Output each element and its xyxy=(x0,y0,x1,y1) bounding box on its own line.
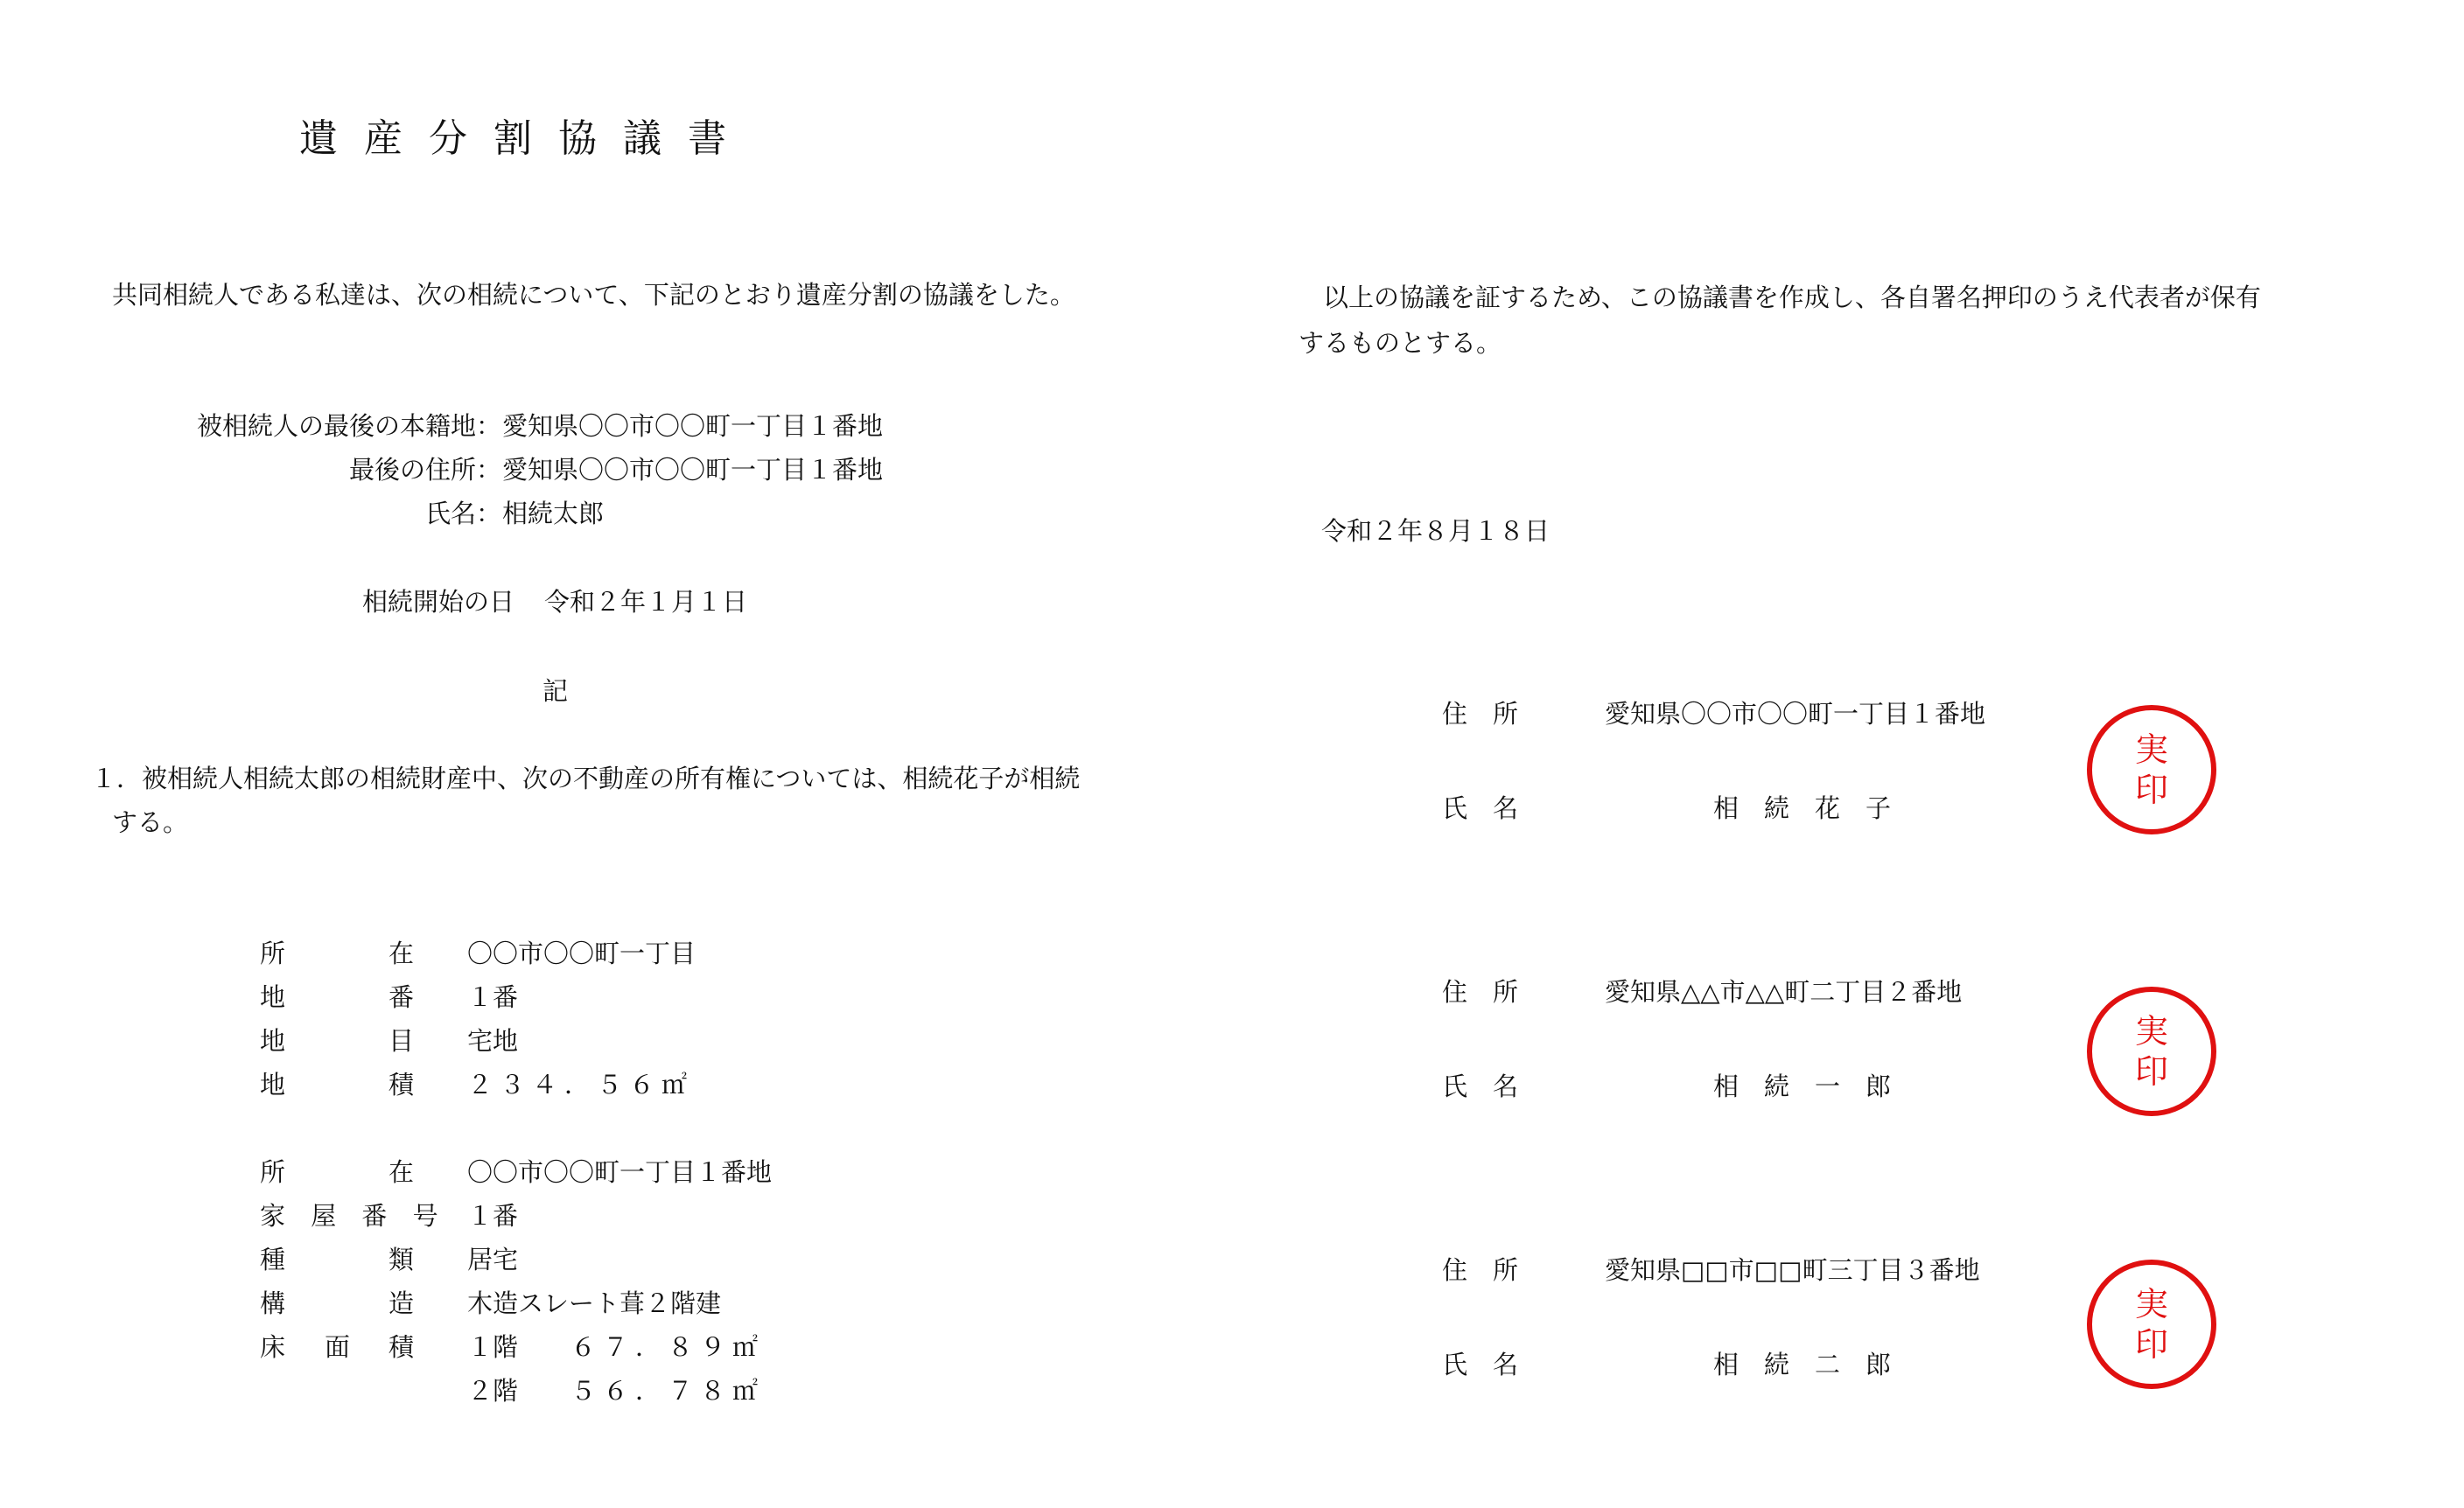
row-label: 家 屋 番 号 xyxy=(260,1201,447,1231)
closing-line-1: 以上の協議を証するため、この協議書を作成し、各自署名押印のうえ代表者が保有 xyxy=(1323,283,2261,312)
stamp-char: 印 xyxy=(2134,771,2168,809)
start-label: 相続開始の日 xyxy=(362,587,515,617)
domicile-label: 被相続人の最後の本籍地： xyxy=(196,411,501,441)
signer-name: 相 続 一 郎 xyxy=(1713,1072,1892,1101)
signing-date: 令和２年８月１８日 xyxy=(1321,516,1550,546)
name-value: 相続太郎 xyxy=(502,499,605,528)
signer-name-label: 氏 名 xyxy=(1442,1072,1519,1101)
row-label-2: 目 xyxy=(388,1026,415,1056)
document-title: 遺産分割協議書 xyxy=(299,116,752,161)
start-date: 令和２年１月１日 xyxy=(544,587,748,617)
row-value: １番 xyxy=(467,982,519,1012)
row-label-1: 地 xyxy=(260,1026,286,1056)
name-label: 氏名： xyxy=(424,499,501,528)
row-label-1: 構 xyxy=(260,1288,286,1318)
stamp-char: 実 xyxy=(2134,730,2168,769)
row-label-2: 在 xyxy=(388,1157,415,1187)
row-value: １番 xyxy=(467,1201,519,1231)
row-label-1: 地 xyxy=(260,982,286,1012)
row-value: ２３４．５６㎡ xyxy=(467,1070,695,1100)
floor-1-label: １階 xyxy=(467,1332,519,1362)
row-label-2: 在 xyxy=(388,939,415,968)
row-label-1: 所 xyxy=(260,1157,286,1187)
signer-address-label: 住 所 xyxy=(1442,1255,1519,1285)
closing-line-2: するものとする。 xyxy=(1298,328,1502,358)
row-value: 居宅 xyxy=(467,1245,519,1274)
signer-name-label: 氏 名 xyxy=(1442,793,1519,823)
signer-address-label: 住 所 xyxy=(1442,977,1519,1007)
signer-address: 愛知県〇〇市〇〇町一丁目１番地 xyxy=(1605,699,1986,729)
domicile-value: 愛知県〇〇市〇〇町一丁目１番地 xyxy=(502,411,884,441)
seal-stamp xyxy=(2087,1260,2216,1389)
row-label-1: 地 xyxy=(260,1070,286,1100)
row-label-2: 面 xyxy=(325,1332,351,1362)
stamp-char: 実 xyxy=(2134,1012,2168,1051)
row-value: 木造スレート葺２階建 xyxy=(467,1288,722,1318)
row-value: 宅地 xyxy=(467,1026,519,1056)
row-label-1: 種 xyxy=(260,1245,286,1274)
row-label-2: 番 xyxy=(388,982,415,1012)
signer-address: 愛知県△△市△△町二丁目２番地 xyxy=(1605,977,1963,1007)
ki-heading: 記 xyxy=(542,676,569,706)
floor-2-label: ２階 xyxy=(467,1376,519,1406)
clause-line-2: する。 xyxy=(112,807,189,837)
row-label-1: 床 xyxy=(260,1332,286,1362)
signer-name-label: 氏 名 xyxy=(1442,1350,1519,1379)
row-value: 〇〇市〇〇町一丁目 xyxy=(467,939,696,968)
clause-line-1: １．被相続人相続太郎の相続財産中、次の不動産の所有権については、相続花子が相続 xyxy=(91,764,1081,793)
row-label-2: 積 xyxy=(388,1070,415,1100)
seal-stamp xyxy=(2087,705,2216,834)
floor-2-value: ５６．７８㎡ xyxy=(570,1376,766,1406)
stamp-char: 実 xyxy=(2134,1285,2168,1323)
signer-name: 相 続 二 郎 xyxy=(1713,1350,1892,1379)
signer-address-label: 住 所 xyxy=(1442,699,1519,729)
seal-stamp xyxy=(2087,987,2216,1116)
stamp-char: 印 xyxy=(2134,1052,2168,1091)
stamp-char: 印 xyxy=(2134,1325,2168,1364)
row-label-2: 造 xyxy=(388,1288,415,1318)
row-label-3: 積 xyxy=(388,1332,415,1362)
floor-1-value: ６７．８９㎡ xyxy=(570,1332,766,1362)
row-label-2: 類 xyxy=(388,1245,415,1274)
signer-name: 相 続 花 子 xyxy=(1713,793,1892,823)
row-label-1: 所 xyxy=(260,939,286,968)
address-label: 最後の住所： xyxy=(348,455,501,485)
address-value: 愛知県〇〇市〇〇町一丁目１番地 xyxy=(502,455,884,485)
row-value: 〇〇市〇〇町一丁目１番地 xyxy=(467,1157,773,1187)
signer-address: 愛知県□□市□□町三丁目３番地 xyxy=(1605,1255,1980,1285)
intro-text: 共同相続人である私達は、次の相続について、下記のとおり遺産分割の協議をした。 xyxy=(112,280,1075,310)
